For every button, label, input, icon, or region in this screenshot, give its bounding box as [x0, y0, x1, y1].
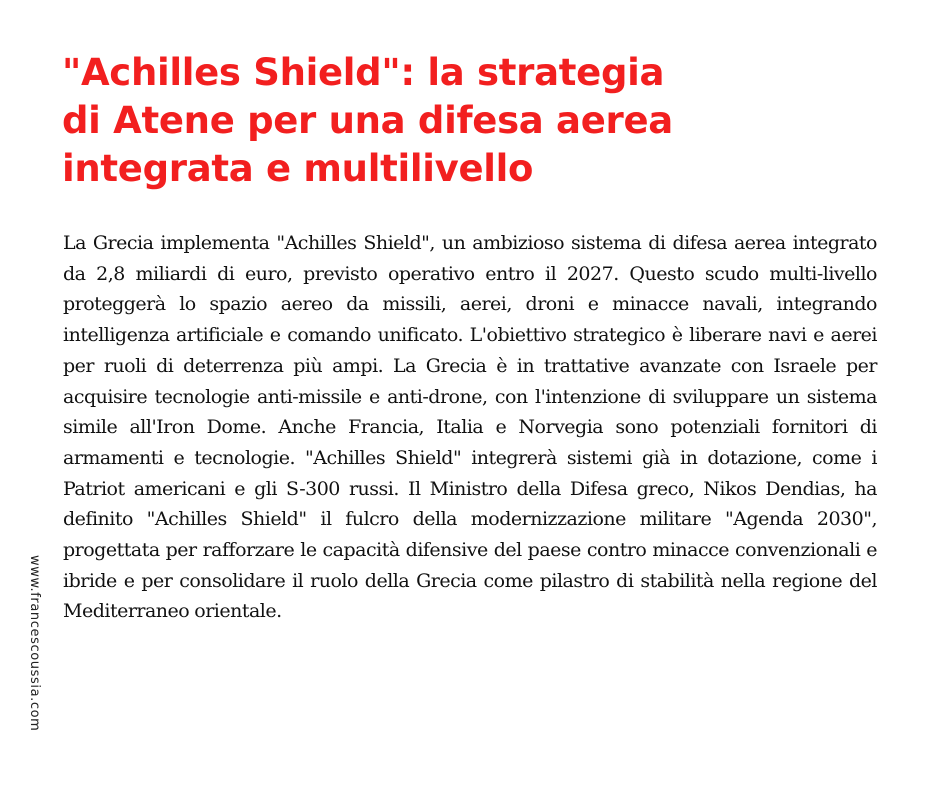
website-url: www.francescoussia.com — [27, 555, 42, 732]
article-body: La Grecia implementa "Achilles Shield", un ambizioso sistema di difesa aerea integrato da 2,8 miliardi di euro, previsto operativo entro il 2027. Questo scudo multi-livello proteggerà lo spazio aereo da missili, aerei, droni e minacce navali, integrando intelligenza artificiale e comando unificato. L'obiettivo strategico è liberare navi e aerei per ruoli di deterrenza più ampi. La Grecia è in trattative avanzate con Israele per acquisire tecnologie anti-missile e anti-drone, con l'intenzione di sviluppare un sistema simile all'Iron Dome. Anche Francia, Italia e Norvegia sono potenziali fornitori di armamenti e tecnologie. "Achilles Shield" integrerà sistemi già in dotazione, come i Patriot americani e gli S-300 russi. Il Ministro della Difesa greco, Nikos Dendias, ha definito "Achilles Shield" il fulcro della modernizzazione militare "Agenda 2030", progettata per rafforzare le capacità difensive del paese contro minacce convenzionali e ibride e per consolidare il ruolo della Grecia come pilastro di stabilità nella regione del Mediterraneo orientale. — [63, 232, 877, 623]
article-title-line: di Atene per una difesa aerea — [62, 99, 673, 142]
article-title-line: integrata e multilivello — [62, 147, 534, 190]
article-title — [62, 49, 822, 193]
article-title-line: "Achilles Shield": la strategia — [62, 51, 665, 94]
